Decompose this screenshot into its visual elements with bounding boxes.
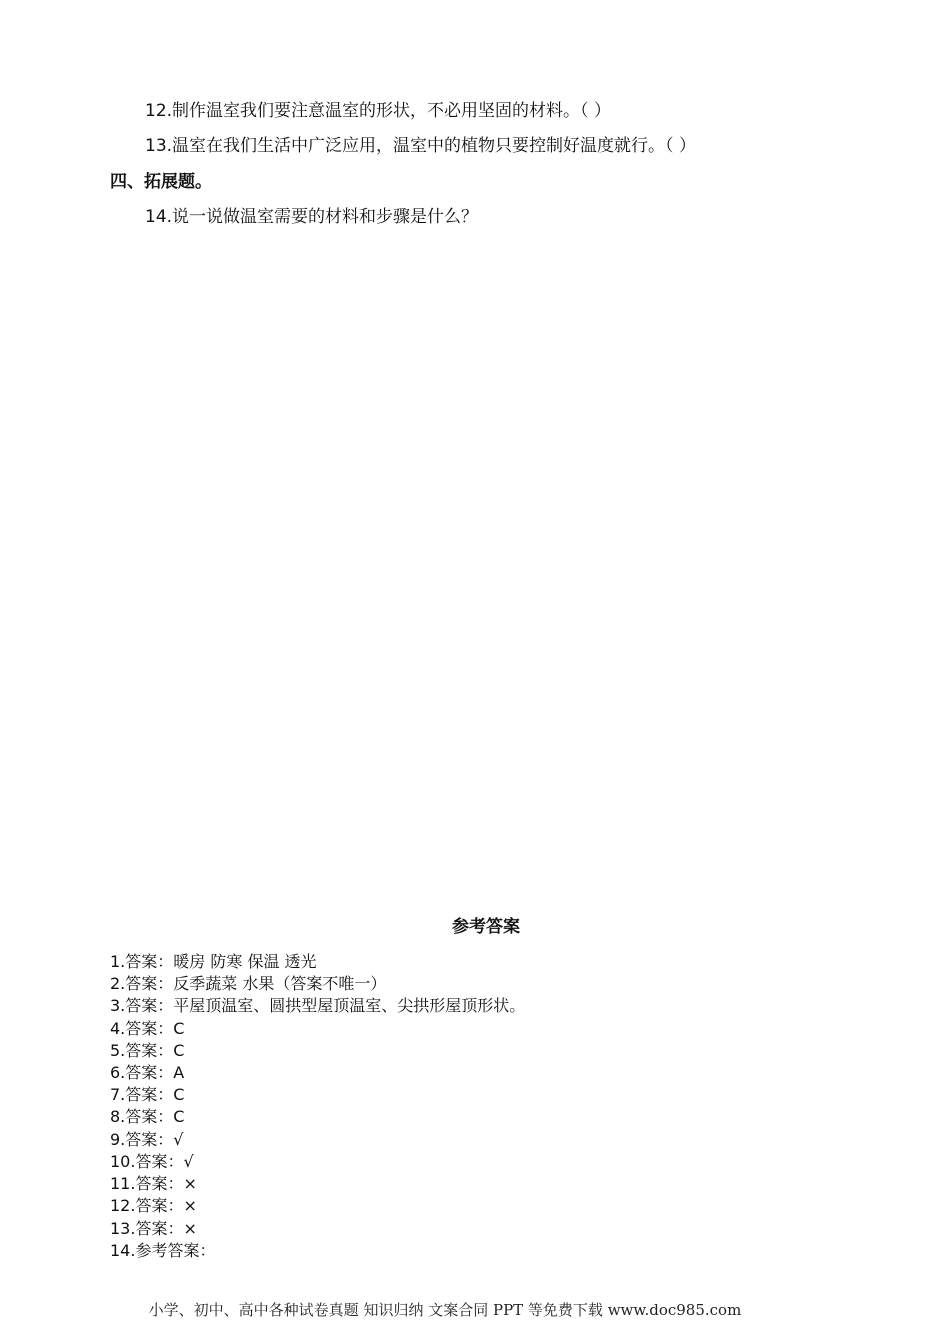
answer-item: 10.答案：√ — [110, 1152, 194, 1171]
answer-item: 11.答案：× — [110, 1174, 197, 1193]
answer-item: 1.答案：暖房 防寒 保温 透光 — [110, 952, 317, 971]
answer-item: 2.答案：反季蔬菜 水果（答案不唯一） — [110, 974, 387, 993]
answer-item: 8.答案：C — [110, 1107, 185, 1126]
answer-item: 9.答案：√ — [110, 1130, 184, 1149]
answer-item: 14.参考答案： — [110, 1241, 216, 1260]
footer-text: 小学、初中、高中各种试卷真题 知识归纳 文案合同 PPT 等免费下载 www.doc985.com — [148, 1301, 742, 1319]
answer-item: 13.答案：× — [110, 1219, 197, 1238]
answer-item: 12.答案：× — [110, 1196, 197, 1215]
question-12: 12.制作温室我们要注意温室的形状，不必用坚固的材料。（ ） — [145, 101, 611, 121]
answer-item: 3.答案：平屋顶温室、圆拱型屋顶温室、尖拱形屋顶形状。 — [110, 996, 526, 1015]
question-13: 13.温室在我们生活中广泛应用，温室中的植物只要控制好温度就行。（ ） — [145, 136, 696, 156]
answer-item: 4.答案：C — [110, 1019, 185, 1038]
section-4-heading: 四、拓展题。 — [110, 172, 212, 192]
answer-item: 6.答案：A — [110, 1063, 185, 1082]
question-14: 14.说一说做温室需要的材料和步骤是什么？ — [145, 207, 479, 227]
answer-item: 7.答案：C — [110, 1085, 185, 1104]
answer-item: 5.答案：C — [110, 1041, 185, 1060]
answer-key-title: 参考答案 — [452, 917, 520, 937]
